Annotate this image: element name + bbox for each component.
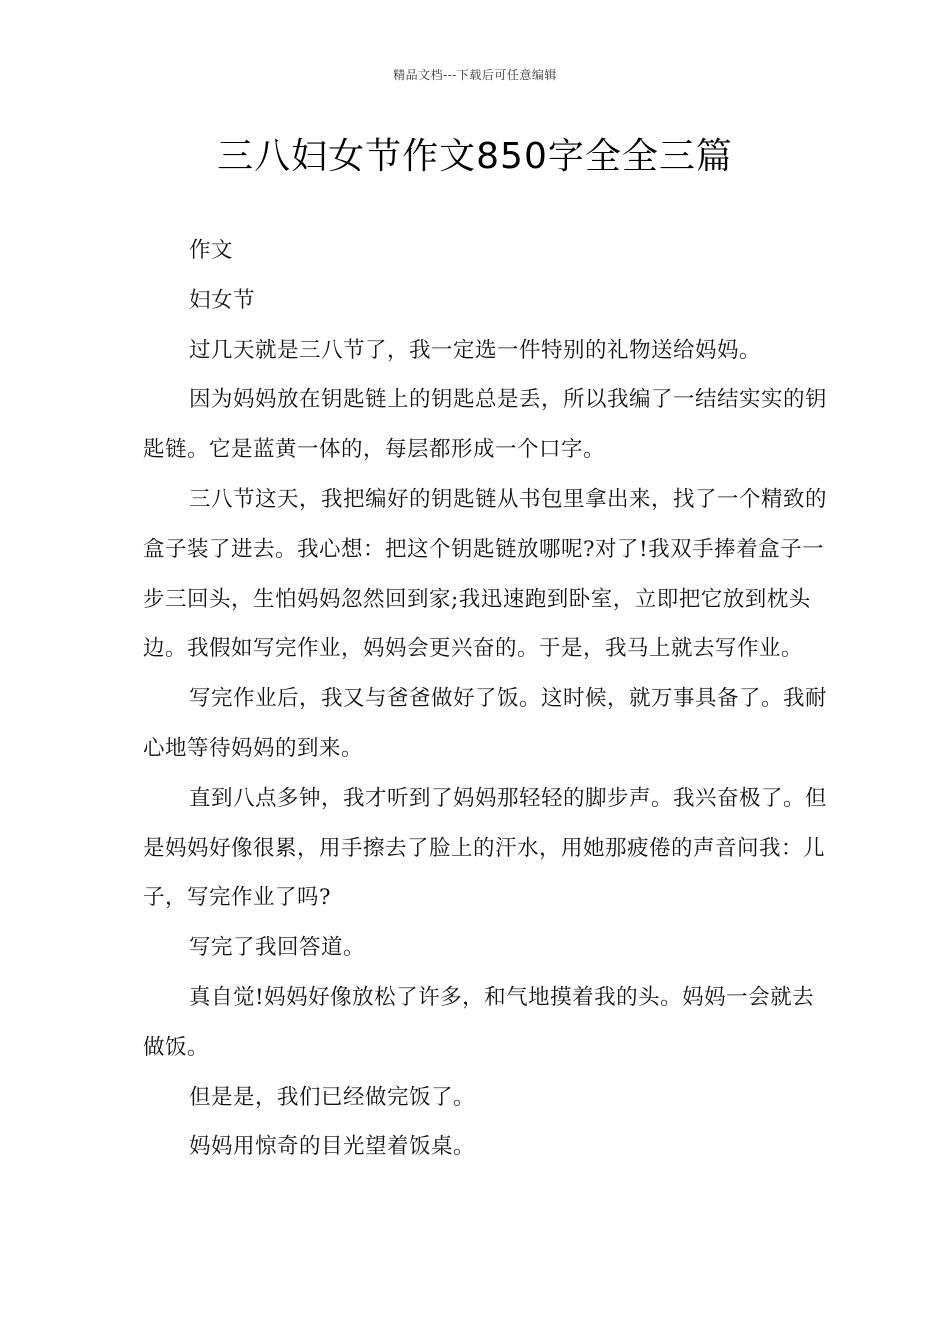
paragraph: 直到八点多钟，我才听到了妈妈那轻轻的脚步声。我兴奋极了。但是妈妈好像很累，用手擦去了脸上的汗水，用她那疲倦的声音问我：儿子，写完作业了吗? <box>143 785 828 911</box>
paragraph: 过几天就是三八节了，我一定选一件特别的礼物送给妈妈。 <box>189 337 762 363</box>
paragraph: 写完作业后，我又与爸爸做好了饭。这时候，就万事具备了。我耐心地等待妈妈的到来。 <box>143 686 828 761</box>
paragraph: 妇女节 <box>189 287 256 313</box>
paragraph: 妈妈用惊奇的目光望着饭桌。 <box>189 1134 476 1160</box>
paragraph: 三八节这天，我把编好的钥匙链从书包里拿出来，找了一个精致的盒子装了进去。我心想：把这个钥匙链放哪呢?对了!我双手捧着盒子一步三回头，生怕妈妈忽然回到家;我迅速跑到卧室，立即把它放到枕头边。我假如写完作业，妈妈会更兴奋的。于是，我马上就去写作业。 <box>143 486 828 662</box>
paragraph: 作文 <box>189 238 234 263</box>
paragraph: 真自觉!妈妈好像放松了许多，和气地摸着我的头。妈妈一会就去做饭。 <box>143 984 815 1060</box>
paragraph: 但是是，我们已经做完饭了。 <box>189 1084 476 1110</box>
document-title: 三八妇女节作文850字全全三篇 <box>217 136 733 177</box>
header-note: 精品文档---下载后可任意编辑 <box>393 68 557 82</box>
document-body <box>143 226 833 1172</box>
paragraph: 因为妈妈放在钥匙链上的钥匙总是丢，所以我编了一结结实实的钥匙链。它是蓝黄一体的，每层都形成一个口字。 <box>143 387 828 463</box>
paragraph: 写完了我回答道。 <box>189 935 366 961</box>
